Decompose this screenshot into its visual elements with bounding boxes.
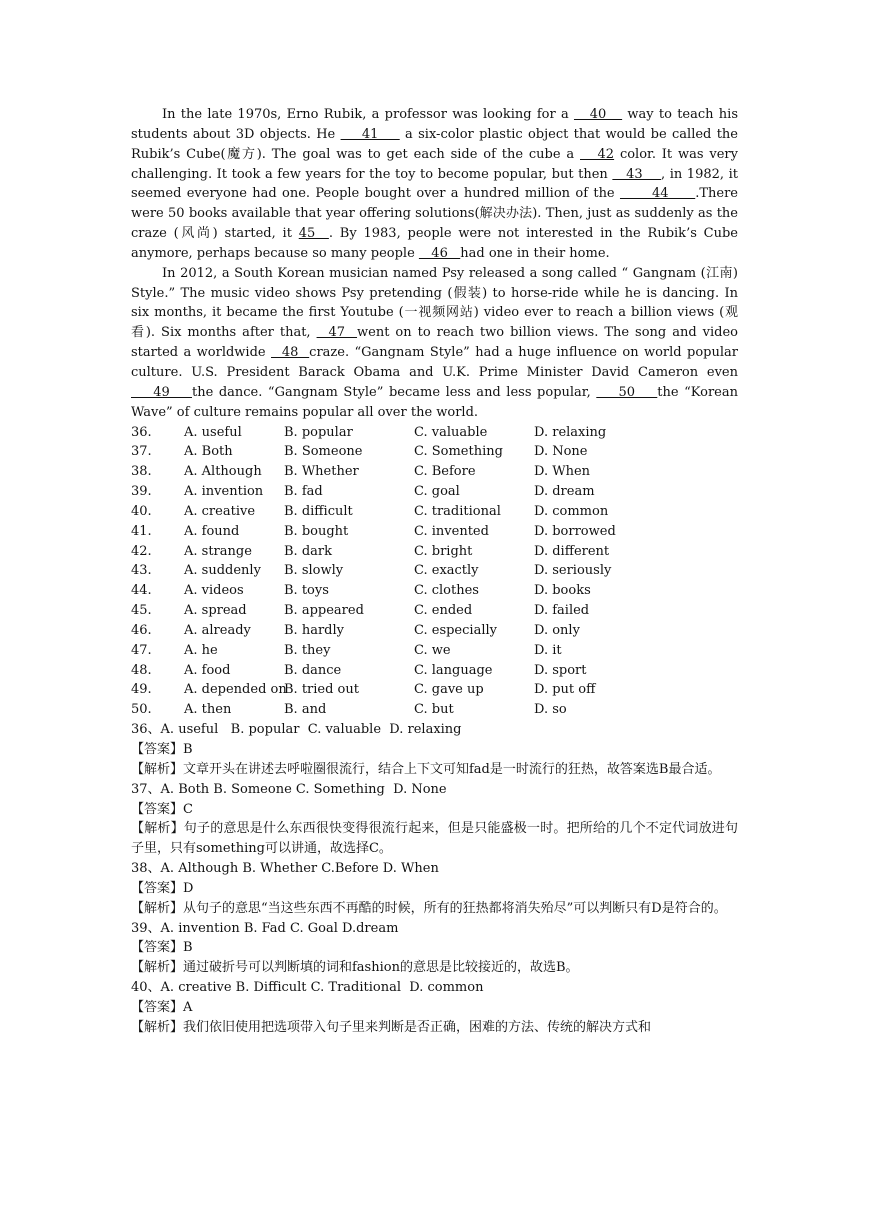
option-a: A. Both — [184, 444, 233, 460]
answers-list — [131, 720, 738, 1038]
passage-text: In the late 1970s, Erno Rubik, a professor was looking for a — [162, 107, 574, 122]
option-a: A. videos — [184, 583, 244, 599]
option-d: D. books — [534, 583, 591, 599]
option-b: B. dance — [284, 662, 342, 678]
passage-paragraph-1 — [131, 105, 738, 264]
option-d: D. dream — [534, 484, 595, 500]
option-c: C. invented — [414, 523, 489, 539]
option-b: B. popular — [284, 424, 353, 440]
option-b: B. slowly — [284, 563, 344, 579]
option-c: C. language — [414, 662, 493, 678]
question-number: 47. — [131, 642, 152, 658]
passage-text: , in 1982, it seemed everyone had one. People bought over a hundred million of the — [131, 166, 738, 202]
answer-explanation: 【解析】文章开头在讲述去呼啦圈很流行，结合上下文可知fad是一时流行的狂热，故答案选B最合适。 — [131, 761, 721, 777]
answer-explanation: 【解析】句子的意思是什么东西很快变得很流行起来，但是只能盛极一时。把所给的几个不定代词放进句子里，只有something可以讲通，故选择C。 — [131, 821, 738, 857]
option-row — [131, 482, 738, 502]
option-c: C. gave up — [414, 682, 484, 698]
answer-explanation: 【解析】我们依旧使用把选项带入句子里来判断是否正确，困难的方法、传统的解决方式和 — [131, 1019, 652, 1035]
answer-blank: 40 — [573, 107, 623, 122]
option-row — [131, 502, 738, 522]
option-d: D. None — [534, 444, 588, 460]
answer-question-line: 39、A. invention B. Fad C. Goal D.dream — [131, 920, 399, 936]
option-row — [131, 661, 738, 681]
option-row — [131, 561, 738, 581]
option-a: A. spread — [184, 603, 247, 619]
answer-key: 【答案】D — [131, 880, 194, 896]
question-number: 38. — [131, 464, 152, 480]
option-a: A. Although — [184, 464, 262, 480]
answer-question-line: 38、A. Although B. Whether C.Before D. When — [131, 861, 439, 877]
option-d: D. only — [534, 622, 580, 638]
option-c: C. clothes — [414, 583, 479, 599]
option-row — [131, 700, 738, 720]
answer-blank: 43 — [612, 166, 661, 182]
answer-blank: 42 — [580, 146, 615, 162]
option-c: C. traditional — [414, 503, 501, 519]
passage-text: the dance. “Gangnam Style” became less and less popular, — [191, 384, 597, 400]
option-a: A. found — [184, 523, 240, 539]
option-d: D. it — [534, 642, 562, 658]
passage-text: color. It was very challenging. It took a few years for the toy to become popular, but then — [131, 146, 738, 182]
option-row — [131, 621, 738, 641]
option-c: C. we — [414, 642, 451, 658]
passage-text: . By 1983, people were not interested in the Rubik’s Cube anymore, perhaps because so many people — [131, 226, 738, 261]
option-d: D. borrowed — [534, 523, 616, 539]
answer-blank: 47 — [316, 325, 358, 341]
option-a: A. he — [184, 642, 218, 658]
option-c: C. exactly — [414, 563, 479, 579]
question-number: 41. — [131, 523, 152, 539]
passage-text: In 2012, a South Korean musician named Psy released a song called “ Gangnam (江南) Style.” The music video shows Psy pretending (假装) to horse-ride while he is dancing. In six months, it became the first Youtube (一视频网站) video ever to reach a billion views (观看). Six months after that, — [131, 265, 738, 341]
option-row — [131, 442, 738, 462]
option-row — [131, 581, 738, 601]
option-row — [131, 601, 738, 621]
passage-text: craze. “Gangnam Style” had a huge influence on world popular culture. U.S. President Barack Obama and U.K. Prime Minister David Cameron even — [131, 345, 738, 380]
passage-text: a six-color plastic object that would be called the Rubik’s Cube(魔方). The goal was to get each side of the cube a — [131, 126, 738, 162]
option-a: A. suddenly — [184, 563, 261, 579]
passage-paragraph-2 — [131, 264, 738, 423]
answer-blank: 44 — [619, 186, 696, 202]
options-list — [131, 423, 738, 721]
option-b: B. bought — [284, 523, 349, 539]
passage-text: went on to reach two billion views. The song and video started a worldwide — [131, 325, 739, 361]
question-number: 43. — [131, 563, 152, 579]
answer-question-line: 37、A. Both B. Someone C. Something D. None — [131, 781, 447, 797]
question-number: 50. — [131, 702, 152, 718]
option-a: A. already — [184, 622, 251, 638]
passage-text: had one in their home. — [460, 245, 610, 261]
option-d: D. failed — [534, 603, 590, 619]
answer-explanation: 【解析】通过破折号可以判断填的词和fashion的意思是比较接近的，故选B。 — [131, 960, 579, 976]
question-number: 36. — [131, 424, 152, 440]
option-c: C. especially — [414, 622, 497, 638]
option-d: D. put off — [534, 682, 596, 698]
option-row — [131, 680, 738, 700]
option-row — [131, 423, 738, 443]
option-a: A. depended on — [184, 682, 287, 698]
answer-blank: 50 — [596, 384, 658, 400]
option-b: B. and — [284, 702, 327, 718]
option-row — [131, 462, 738, 482]
option-b: B. they — [284, 642, 331, 658]
option-a: A. strange — [184, 543, 252, 559]
option-a: A. useful — [184, 424, 242, 440]
question-number: 42. — [131, 543, 152, 559]
option-a: A. food — [184, 662, 231, 678]
answer-blank: 46 — [418, 245, 461, 261]
option-b: B. hardly — [284, 622, 344, 638]
answer-explanation: 【解析】从句子的意思“当这些东西不再酷的时候，所有的狂热都将消失殆尽”可以判断只有D是符合的。 — [131, 900, 727, 916]
answer-question-line: 40、A. creative B. Difficult C. Traditional D. common — [131, 980, 484, 996]
answer-key: 【答案】B — [131, 940, 193, 956]
answer-blank: 49 — [131, 384, 192, 400]
option-d: D. sport — [534, 662, 587, 678]
question-number: 48. — [131, 662, 152, 678]
answer-key: 【答案】A — [131, 999, 193, 1015]
option-c: C. Something — [414, 444, 503, 460]
question-number: 45. — [131, 603, 152, 619]
option-c: C. Before — [414, 464, 476, 480]
option-b: B. tried out — [284, 682, 359, 698]
option-c: C. goal — [414, 484, 460, 500]
option-b: B. toys — [284, 583, 329, 599]
answer-key: 【答案】C — [131, 801, 193, 817]
option-d: D. common — [534, 503, 609, 519]
document-page — [131, 105, 738, 1038]
answer-question-line: 36、A. useful B. popular C. valuable D. relaxing — [131, 722, 462, 738]
answer-blank: 41 — [340, 126, 400, 142]
answer-blank: 45 — [298, 226, 329, 242]
option-b: B. Whether — [284, 464, 359, 480]
option-b: B. Someone — [284, 444, 363, 460]
question-number: 37. — [131, 444, 152, 460]
option-d: D. When — [534, 464, 591, 480]
passage-text: .There were 50 books available that year offering solutions(解决办法). Then, just as suddenly as the craze (风尚) started, it — [131, 186, 738, 242]
option-c: C. bright — [414, 543, 473, 559]
option-d: D. seriously — [534, 563, 612, 579]
option-row — [131, 522, 738, 542]
option-row — [131, 542, 738, 562]
question-number: 39. — [131, 484, 152, 500]
option-d: D. so — [534, 702, 567, 718]
option-d: D. different — [534, 543, 610, 559]
option-b: B. dark — [284, 543, 332, 559]
question-number: 46. — [131, 622, 152, 638]
option-b: B. difficult — [284, 503, 353, 519]
passage-text: way to teach his students about 3D objects. He — [131, 107, 738, 142]
option-a: A. then — [184, 702, 232, 718]
passage-text: the “Korean Wave” of culture remains popular all over the world. — [131, 384, 738, 420]
option-a: A. creative — [184, 503, 256, 519]
option-row — [131, 641, 738, 661]
question-number: 44. — [131, 583, 152, 599]
option-b: B. appeared — [284, 603, 364, 619]
question-number: 40. — [131, 503, 152, 519]
option-a: A. invention — [184, 484, 264, 500]
option-c: C. but — [414, 702, 454, 718]
option-d: D. relaxing — [534, 424, 607, 440]
answer-key: 【答案】B — [131, 742, 193, 757]
option-b: B. fad — [284, 484, 323, 500]
option-c: C. valuable — [414, 424, 488, 440]
answer-blank: 48 — [271, 345, 310, 361]
question-number: 49. — [131, 682, 152, 698]
option-c: C. ended — [414, 603, 473, 619]
